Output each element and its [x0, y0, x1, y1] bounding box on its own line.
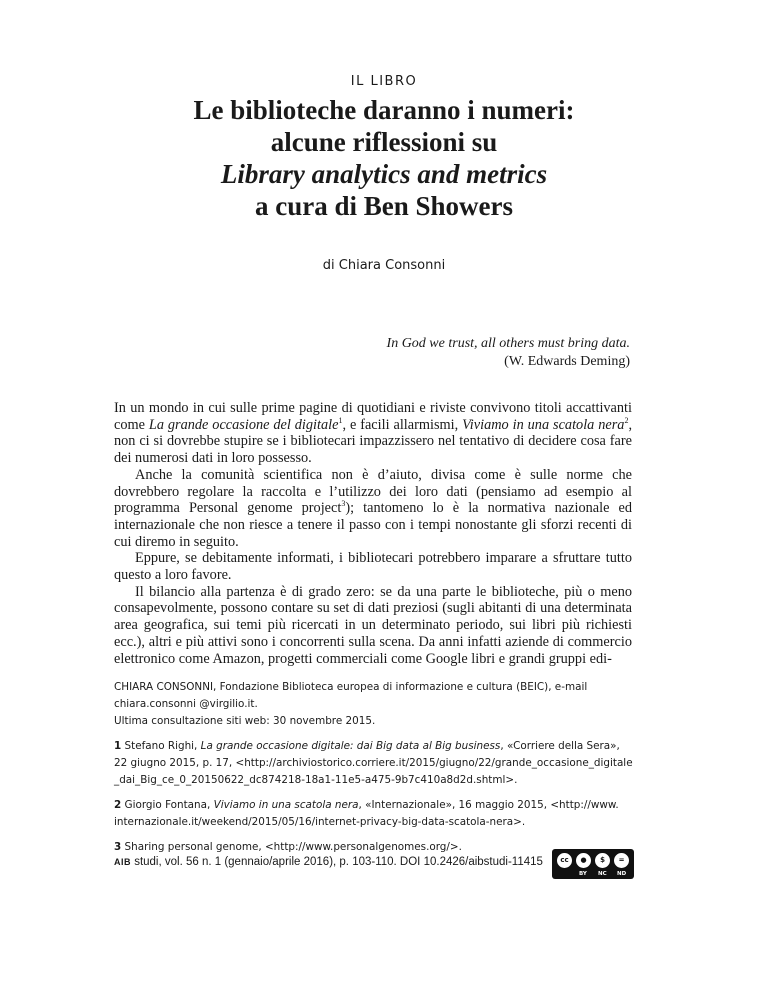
epigraph	[387, 335, 630, 371]
paragraph-4: Il bilancio alla partenza è di grado zero: se da una parte le biblioteche, più o meno consapevolmente, possono contare su set di dati preziosi (sugli abitanti di una determinata area geografica, sui temi più ricercati in un determinato periodo, sui libri più richiesti ecc.), altri e più attivi sono i concorrenti sulla scena. Da anni infatti aziende di commercio elettronico come Amazon, progetti commerciali come Google libri e grandi gruppi edi-	[114, 583, 632, 667]
text-run: , non ci si dovrebbe stupire se i bibliotecari impazzissero nel tentativo di decidere cosa fare dei numerosi dati in loro possesso.	[114, 416, 633, 467]
cc-icon: cc	[556, 852, 573, 869]
title-line-4: a cura di Ben Showers	[254, 191, 514, 221]
epigraph-attribution: (W. Edwards Deming)	[504, 354, 630, 369]
paragraph-3: Eppure, se debitamente informati, i bibliotecari potrebbero imparare a sfruttare tutto questo a loro favore.	[114, 550, 632, 584]
footnote-number: 3	[114, 841, 122, 853]
text-run: Giorgio Fontana,	[121, 799, 214, 811]
consultation-date: Ultima consultazione siti web: 30 novembre 2015.	[114, 715, 376, 727]
nc-label: NC	[598, 871, 607, 877]
footnote-number: 2	[114, 799, 122, 811]
text-run: , e facili allarmismi,	[342, 416, 463, 433]
title-line-2: alcune riflessioni su	[270, 127, 498, 157]
by-icon: ●	[575, 852, 592, 869]
footnote-1	[114, 738, 634, 789]
affiliation-name: CHIARA CONSONNI	[114, 681, 214, 693]
text-run: Anche la comunità scientifica non è d’aiuto, divisa come è sulle norme che dovrebbero regolare la raccolta e l’utilizzo dei loro dati (pensiamo ad esempio al programma Personal genome project	[114, 466, 632, 517]
creative-commons-badge[interactable]	[552, 849, 634, 879]
italic-run: La grande occasione del digitale	[148, 416, 339, 433]
journal-citation: studi, vol. 56 n. 1 (gennaio/aprile 2016), p. 103-110. DOI 10.2426/aibstudi-11415	[131, 856, 543, 868]
footnote-ref-2[interactable]: 2	[624, 415, 629, 425]
footnote-link-text[interactable]: Sharing personal genome, <http://www.personalgenomes.org/>.	[121, 841, 462, 853]
text-run: ); tantomeno lo è la normativa nazionale ed internazionale che non riesce a tenere il passo con i tempi nonostante gli sforzi recenti di cui diremo in seguito.	[114, 500, 632, 550]
nd-label: ND	[617, 871, 627, 877]
footnote-2	[114, 797, 634, 831]
paragraph-1	[114, 400, 632, 467]
nc-icon: $	[594, 852, 611, 869]
text-run: In un mondo in cui sulle prime pagine di quotidiani e riviste convivono titoli accattivanti come	[114, 400, 632, 433]
text-run: Stefano Righi,	[121, 740, 201, 752]
footnote-link-text[interactable]: , «Internazionale», 16 maggio 2015, <http://www. internazionale.it/weekend/2015/05/16/internet-privacy-big-data-scatola-nera>.	[114, 799, 619, 828]
journal-mark: AIB	[114, 857, 131, 867]
title-line-1: Le biblioteche daranno i numeri:	[193, 95, 575, 125]
footnote-ref-1[interactable]: 1	[338, 415, 343, 425]
author-byline: di Chiara Consonni	[322, 258, 446, 273]
footnote-ref-3[interactable]: 3	[341, 499, 346, 509]
footnote-number: 1	[114, 740, 122, 752]
author-affiliation	[114, 679, 634, 730]
italic-run: La grande occasione digitale: dai Big data al Big business	[200, 740, 501, 752]
affiliation-text: , Fondazione Biblioteca europea di informazione e cultura (BEIC), e-mail chiara.consonni @virgilio.it.	[114, 681, 588, 710]
footnote-link-text[interactable]: , «Corriere della Sera», 22 giugno 2015, p. 17, <http://archiviostorico.corriere.it/2015/giugno/22/grande_occasione_digitale _dai_Big_ce_0_20150622_dc874218-18a1-11e5-a475-9b7c410a8d2d.shtml>.	[114, 740, 633, 786]
epigraph-quote: In God we trust, all others must bring data.	[386, 336, 630, 351]
italic-run: Viviamo in una scatola nera	[462, 416, 625, 433]
title-line-3: Library analytics and metrics	[220, 159, 548, 189]
article-title	[0, 94, 768, 222]
article-body	[114, 400, 632, 667]
section-label: IL LIBRO	[350, 74, 418, 89]
nd-icon: =	[613, 852, 630, 869]
paragraph-2	[114, 467, 632, 551]
by-label: BY	[579, 871, 587, 877]
italic-run: Viviamo in una scatola nera	[213, 799, 359, 811]
footnotes	[114, 679, 634, 864]
